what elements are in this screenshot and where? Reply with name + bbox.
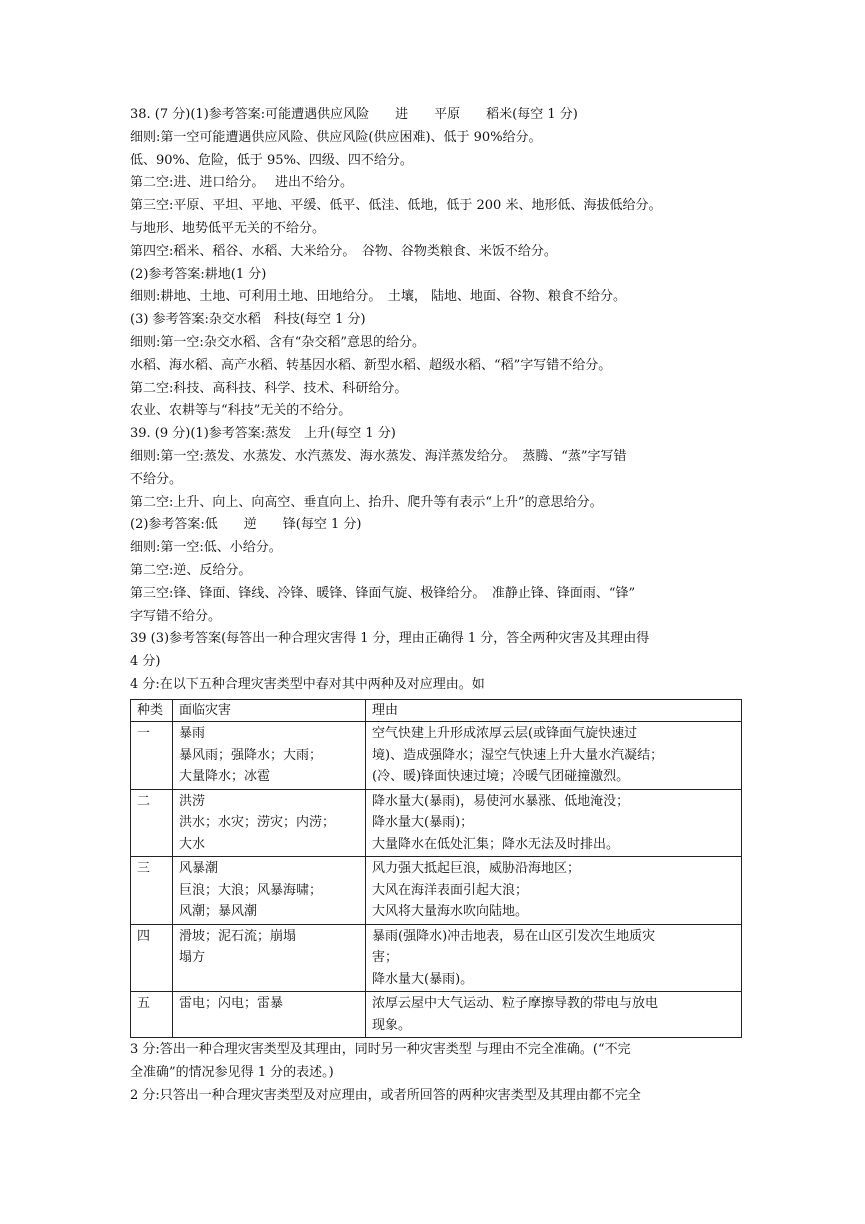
- text-line: 4 分:在以下五种合理灾害类型中春对其中两种及对应理由。如: [130, 676, 485, 692]
- cell-text: 害；: [372, 950, 399, 966]
- cell-text: 浓厚云屋中大气运动、粒子摩擦导教的带电与放电: [372, 996, 659, 1012]
- cell-kind: 一: [131, 722, 173, 790]
- cell-text: 暴雨(强降水)冲击地表，易在山区引发次生地质灾: [372, 928, 656, 944]
- text-line: 4 分): [130, 654, 161, 670]
- text-line: 细则:第一空:低、小给分。: [130, 540, 282, 556]
- cell-kind: 三: [131, 857, 173, 925]
- text-line: 第二空:科技、高科技、科学、技术、科研给分。: [130, 380, 408, 396]
- text-line: 细则:耕地、土地、可利用土地、田地给分。 土壤， 陆地、地面、谷物、粮食不给分。: [130, 289, 627, 305]
- cell-text: 风潮；暴风潮: [179, 904, 258, 920]
- text-line: 细则:第一空:杂交水稻、含有“杂交稻”意思的给分。: [130, 334, 426, 350]
- cell-text: 降水量大(暴雨)；: [372, 815, 474, 831]
- cell-text: 雷电；闪电；雷暴: [179, 996, 284, 1012]
- table-header-row: [131, 699, 742, 722]
- answer-key-page: [130, 104, 742, 1108]
- text-line: 2 分:只答出一种合理灾害类型及对应理由，或者所回答的两种灾害类型及其理由都不完全: [130, 1087, 641, 1103]
- cell-kind: 二: [131, 789, 173, 857]
- text-line: (3) 参考答案:杂交水稻 科技(每空 1 分): [130, 312, 366, 328]
- table-row: [131, 789, 742, 857]
- cell-text: 暴雨: [179, 726, 206, 742]
- cell-hazard: [173, 789, 366, 857]
- text-line: 农业、农耕等与“科技”无关的不给分。: [130, 403, 352, 419]
- cell-kind: 五: [131, 992, 173, 1038]
- cell-text: 境)、造成强降水；湿空气快速上升大量水汽凝结；: [372, 747, 664, 763]
- cell-kind: 四: [131, 924, 173, 992]
- cell-text: 洪涝: [179, 793, 206, 809]
- header-hazard: 面临灾害: [173, 699, 366, 722]
- text-line: (2)参考答案:低 逆 锋(每空 1 分): [130, 517, 362, 533]
- cell-text: 降水量大(暴雨)。: [372, 971, 474, 987]
- cell-hazard: [173, 992, 366, 1038]
- cell-reason: [366, 992, 742, 1038]
- table-row: [131, 857, 742, 925]
- text-line: 字写错不给分。: [130, 608, 222, 624]
- cell-text: 风力强大抵起巨浪，威胁沿海地区；: [372, 861, 581, 877]
- header-kind: 种类: [131, 699, 173, 722]
- text-line: 全准确”的情况参见得 1 分的表述。): [130, 1065, 334, 1081]
- text-line: 不给分。: [130, 471, 183, 487]
- text-line: 第四空:稻米、稻谷、水稻、大米给分。 谷物、谷物类粮食、米饭不给分。: [130, 243, 557, 259]
- text-line: 39 (3)参考答案(每答出一种合理灾害得 1 分，理由正确得 1 分，答全两种灾害及其理由得: [130, 631, 650, 647]
- cell-text: (冷、暖)锋面快速过境；冷暖气团碰撞激烈。: [372, 769, 630, 785]
- cell-reason: [366, 857, 742, 925]
- text-line: 第二空:进、进口给分。 进出不给分。: [130, 175, 354, 191]
- text-line: 39. (9 分)(1)参考答案:蒸发 上升(每空 1 分): [130, 426, 396, 442]
- text-line: 第三空:锋、锋面、锋线、冷锋、暖锋、锋面气旋、极锋给分。 准静止锋、锋面雨、“锋”: [130, 585, 636, 601]
- text-line: 细则:第一空可能遭遇供应风险、供应风险(供应困难)、低于 90%给分。: [130, 129, 542, 145]
- text-line: 与地形、地势低平无关的不给分。: [130, 220, 326, 236]
- text-line: 第二空:上升、向上、向高空、垂直向上、抬升、爬升等有表示“上升”的意思给分。: [130, 494, 603, 510]
- cell-reason: [366, 924, 742, 992]
- header-reason: 理由: [366, 699, 742, 722]
- cell-text: 塌方: [179, 950, 206, 966]
- table-row: [131, 992, 742, 1038]
- cell-hazard: [173, 857, 366, 925]
- text-line: 低、90%、危险，低于 95%、四级、四不给分。: [130, 152, 413, 168]
- text-line: 第三空:平原、平坦、平地、平缓、低平、低洼、低地，低于 200 米、地形低、海拔低给分。: [130, 198, 662, 214]
- cell-reason: [366, 722, 742, 790]
- cell-text: 降水量大(暴雨)，易使河水暴涨、低地淹没；: [372, 793, 630, 809]
- text-line: 水稻、海水稻、高产水稻、转基因水稻、新型水稻、超级水稻、“稻”字写错不给分。: [130, 357, 612, 373]
- cell-hazard: [173, 924, 366, 992]
- cell-text: 大风将大量海水吹向陆地。: [372, 904, 529, 920]
- cell-text: 巨浪；大浪；风暴海啸；: [179, 882, 323, 898]
- text-line: (2)参考答案:耕地(1 分): [130, 266, 267, 282]
- question-38-section: [130, 104, 742, 423]
- cell-reason: [366, 789, 742, 857]
- cell-text: 洪水；水灾；涝灾；内涝；: [179, 815, 336, 831]
- question-39-section: [130, 423, 742, 697]
- cell-text: 大量降水；冰雹: [179, 769, 271, 785]
- cell-text: 大水: [179, 836, 206, 852]
- table-row: [131, 722, 742, 790]
- cell-text: 大量降水在低处汇集；降水无法及时排出。: [372, 836, 620, 852]
- text-line: 细则:第一空:蒸发、水蒸发、水汽蒸发、海水蒸发、海洋蒸发给分。 蒸腾、“蒸”字写错: [130, 448, 627, 464]
- cell-text: 空气快建上升形成浓厚云层(或锋面气旋快速过: [372, 726, 638, 742]
- scoring-notes-section: [130, 1039, 742, 1107]
- hazard-table: [130, 699, 742, 1039]
- text-line: 3 分:答出一种合理灾害类型及其理由，同时另一种灾害类型 与理由不完全准确。(“不完: [130, 1042, 631, 1058]
- cell-hazard: [173, 722, 366, 790]
- cell-text: 现象。: [372, 1017, 412, 1033]
- cell-text: 大风在海洋表面引起大浪；: [372, 882, 529, 898]
- table-row: [131, 924, 742, 992]
- cell-text: 暴风雨；强降水；大雨；: [179, 747, 323, 763]
- text-line: 38. (7 分)(1)参考答案:可能遭遇供应风险 进 平原 稻米(每空 1 分): [130, 107, 578, 122]
- cell-text: 风暴潮: [179, 861, 219, 877]
- cell-text: 滑坡；泥石流；崩塌: [179, 928, 297, 944]
- text-line: 第二空:逆、反给分。: [130, 562, 252, 578]
